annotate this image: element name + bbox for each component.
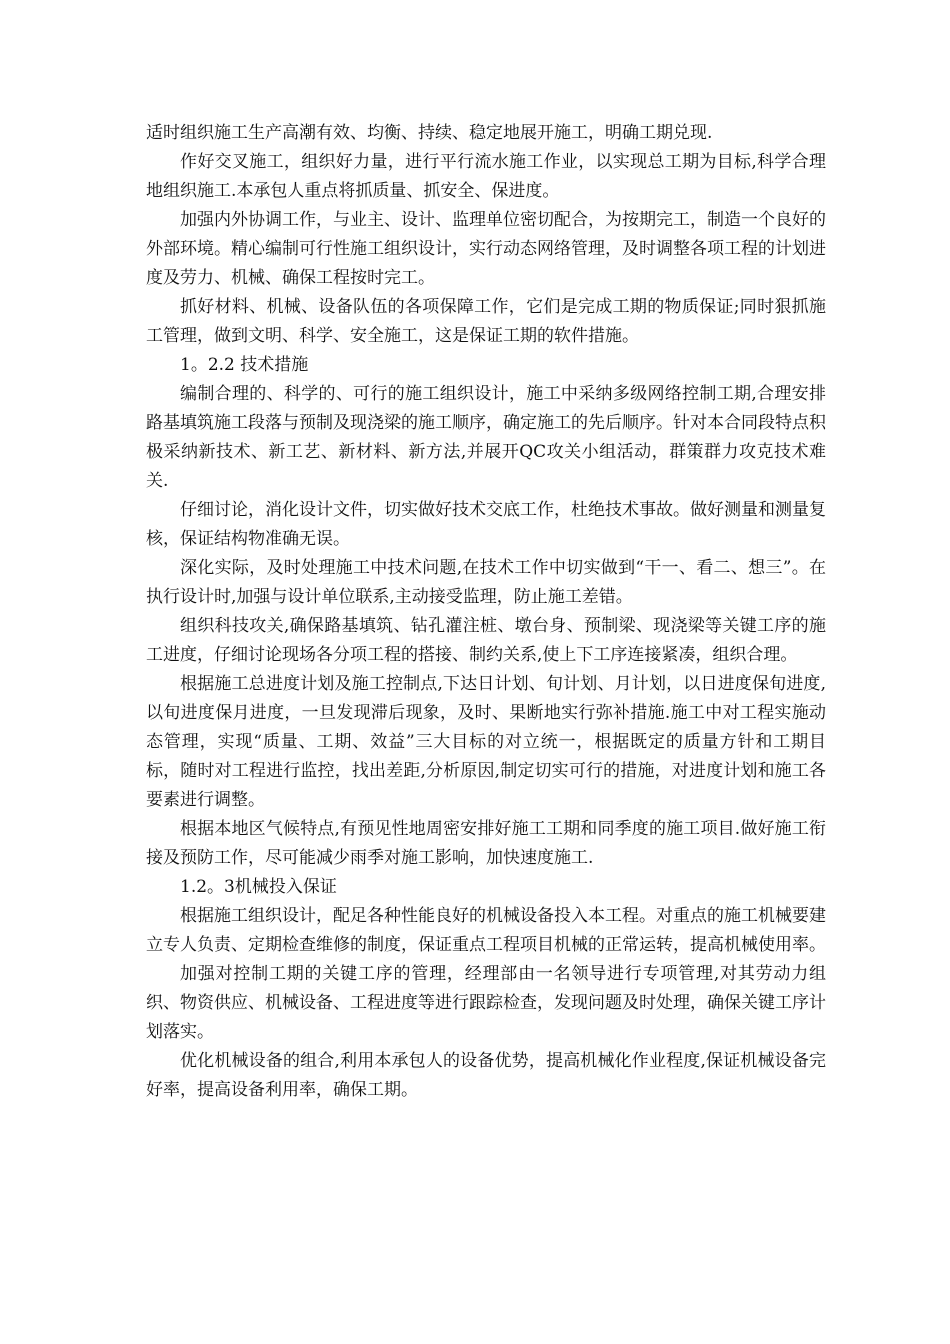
paragraph: 根据施工总进度计划及施工控制点,下达日计划、旬计划、月计划，以日进度保旬进度,以旬进度保月进度，一旦发现滞后现象，及时、果断地实行弥补措施.施工中对工程实施动态管理，实现“质量、工期、效益”三大目标的对立统一，根据既定的质量方针和工期目标，随时对工程进行监控，找出差距,分析原因,制定切实可行的措施，对进度计划和施工各要素进行调整。 bbox=[146, 674, 826, 810]
paragraph: 编制合理的、科学的、可行的施工组织设计，施工中采纳多级网络控制工期,合理安排路基填筑施工段落与预制及现浇梁的施工顺序，确定施工的先后顺序。针对本合同段特点积极采纳新技术、新工艺、新材料、新方法,并展开QC攻关小组活动，群策群力攻克技术难关. bbox=[146, 384, 826, 491]
paragraph: 根据本地区气候特点,有预见性地周密安排好施工工期和同季度的施工项目.做好施工衔接及预防工作，尽可能减少雨季对施工影响，加快速度施工. bbox=[146, 819, 826, 868]
section-heading: 1。2.2 技术措施 bbox=[180, 355, 309, 375]
paragraph: 加强对控制工期的关键工序的管理，经理部由一名领导进行专项管理,对其劳动力组织、物资供应、机械设备、工程进度等进行跟踪检查，发现问题及时处理，确保关键工序计划落实。 bbox=[146, 964, 826, 1042]
paragraph: 组织科技攻关,确保路基填筑、钻孔灌注桩、墩台身、预制梁、现浇梁等关键工序的施工进度，仔细讨论现场各分项工程的搭接、制约关系,使上下工序连接紧凑，组织合理。 bbox=[146, 616, 826, 665]
paragraph: 优化机械设备的组合,利用本承包人的设备优势，提高机械化作业程度,保证机械设备完好率，提高设备利用率，确保工期。 bbox=[146, 1051, 826, 1100]
paragraph: 抓好材料、机械、设备队伍的各项保障工作，它们是完成工期的物质保证;同时狠抓施工管理，做到文明、科学、安全施工，这是保证工期的软件措施。 bbox=[146, 297, 826, 346]
paragraph: 深化实际，及时处理施工中技术问题,在技术工作中切实做到“干一、看二、想三”。在执行设计时,加强与设计单位联系,主动接受监理，防止施工差错。 bbox=[146, 558, 826, 607]
section-heading: 1.2。3机械投入保证 bbox=[180, 877, 337, 897]
paragraph: 适时组织施工生产高潮有效、均衡、持续、稳定地展开施工，明确工期兑现. bbox=[146, 123, 713, 143]
paragraph: 加强内外协调工作，与业主、设计、监理单位密切配合，为按期完工，制造一个良好的外部环境。精心编制可行性施工组织设计，实行动态网络管理，及时调整各项工程的计划进度及劳力、机械、确保工程按时完工。 bbox=[146, 210, 826, 288]
paragraph: 仔细讨论，消化设计文件，切实做好技术交底工作，杜绝技术事故。做好测量和测量复核，保证结构物准确无误。 bbox=[146, 500, 826, 549]
paragraph: 根据施工组织设计，配足各种性能良好的机械设备投入本工程。对重点的施工机械要建立专人负责、定期检查维修的制度，保证重点工程项目机械的正常运转，提高机械使用率。 bbox=[146, 906, 826, 955]
paragraph: 作好交叉施工，组织好力量，进行平行流水施工作业，以实现总工期为目标,科学合理地组织施工.本承包人重点将抓质量、抓安全、保进度。 bbox=[146, 152, 826, 201]
document-body bbox=[146, 119, 826, 1105]
